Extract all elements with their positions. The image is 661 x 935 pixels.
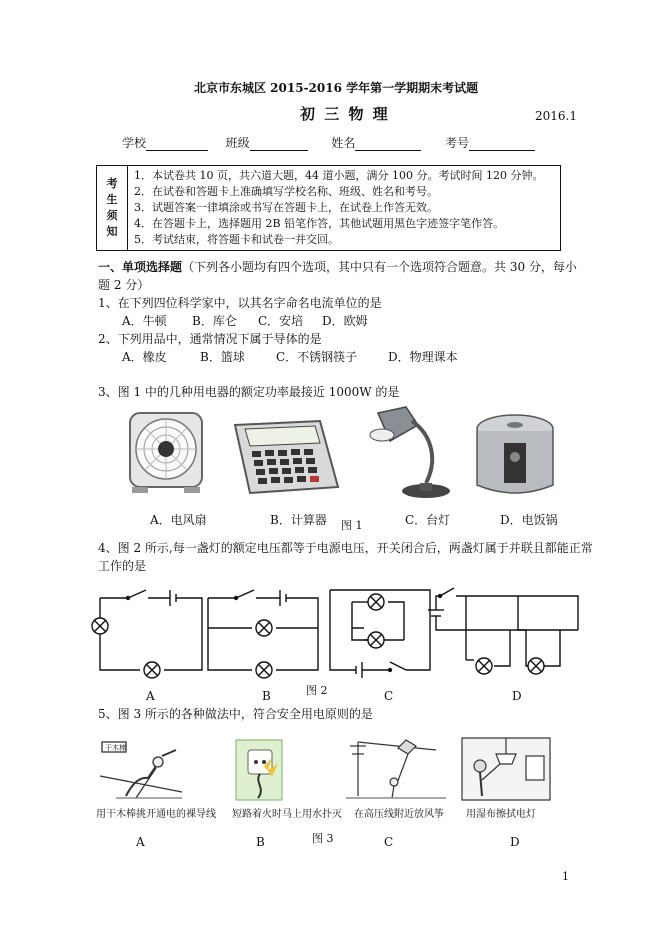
q1-option-d: D．欧姆 (322, 314, 368, 328)
class-blank[interactable] (250, 138, 308, 151)
wet-cloth-lamp-scene-icon (462, 738, 550, 800)
info-fields (122, 135, 535, 151)
q1-stem: 1、在下列四位科学家中，以其名字命名电流单位的是 (98, 296, 382, 310)
exam-number-label: 考号 (445, 136, 470, 150)
exam-date: 2016.1 (535, 109, 577, 123)
q2-option-a: A．橡皮 (122, 350, 167, 364)
exam-notice-box (96, 165, 561, 251)
class-label: 班级 (225, 136, 250, 150)
rice-cooker-icon (477, 415, 553, 493)
notice-item: 2．在试卷和答题卡上准确填写学校名称、班级、姓名和考号。 (134, 185, 438, 198)
q5-stem: 5、图 3 所示的各种做法中，符合安全用电原则的是 (98, 707, 373, 721)
figure-1-appliances (120, 405, 570, 505)
q3-option-c: C．台灯 (405, 513, 451, 527)
figure-3-safety-scenes (96, 736, 556, 806)
q5-caption-c: 在高压线附近放风筝 (354, 809, 444, 820)
section-heading-cont: 题 2 分） (98, 278, 150, 292)
notice-items (128, 166, 561, 251)
school-label: 学校 (122, 136, 147, 150)
q5-option-a: A (136, 835, 145, 849)
school-blank[interactable] (146, 138, 208, 151)
figure-1-label: 图 1 (341, 519, 363, 532)
name-label: 姓名 (331, 136, 356, 150)
dry-stick-scene-icon (100, 742, 182, 798)
calculator-icon (235, 421, 338, 493)
q5-caption-b: 短路着火时马上用水扑灭 (232, 809, 342, 820)
q2-option-d: D．物理课本 (388, 350, 458, 364)
section-heading: 一、单项选择题（下列各小题均有四个选项，其中只有一个选项符合题意。共 30 分，每小 (98, 260, 577, 274)
desk-lamp-icon (370, 407, 450, 498)
figure-2-circuits (90, 582, 585, 682)
name-blank[interactable] (355, 138, 421, 151)
q4-option-a: A (146, 689, 155, 703)
q5-caption-d: 用湿布擦拭电灯 (466, 809, 536, 820)
q5-option-b: B (256, 835, 265, 849)
q1-option-b: B．库仑 (192, 314, 237, 328)
figure-3-label: 图 3 (312, 832, 334, 845)
notice-item: 3．试题答案一律填涂或书写在答题卡上，在试卷上作答无效。 (134, 201, 438, 214)
circuit-d (428, 588, 578, 674)
q4-stem-line1: 4、图 2 所示,每一盏灯的额定电压都等于电源电压，开关闭合后，两盏灯属于并联且都能正常 (98, 541, 593, 555)
notice-label: 考 生 须 知 (97, 166, 128, 251)
page-number: 1 (562, 870, 569, 883)
q5-caption-a: 用干木棒挑开通电的裸导线 (96, 809, 216, 820)
notice-item: 4．在答题卡上，选择题用 2B 铅笔作答，其他试题用黑色字迹签字笔作答。 (134, 217, 505, 230)
exam-title: 北京市东城区 2015-2016 学年第一学期期末考试题 (194, 81, 479, 95)
q4-option-b: B (262, 689, 271, 703)
q4-stem-line2: 工作的是 (98, 559, 147, 573)
q5-option-d: D (510, 835, 520, 849)
circuit-c (330, 590, 430, 678)
q4-option-c: C (384, 689, 394, 703)
q2-option-c: C．不锈钢筷子 (276, 350, 358, 364)
socket-fire-scene-icon (236, 740, 282, 800)
q2-option-b: B．篮球 (200, 350, 245, 364)
circuit-a (92, 590, 202, 678)
electric-fan-icon (130, 413, 202, 493)
q3-stem: 3、图 1 中的几种用电器的额定功率最接近 1000W 的是 (98, 385, 400, 399)
q3-option-d: D．电饭锅 (500, 513, 558, 527)
notice-item: 5．考试结束，将答题卡和试卷一并交回。 (134, 233, 339, 246)
q1-option-c: C．安培 (258, 314, 304, 328)
subject-title: 初 三 物 理 (300, 105, 390, 123)
q3-option-a: A．电风扇 (150, 513, 207, 527)
sign-label: 干木棒 (105, 744, 126, 752)
notice-item: 1．本试卷共 10 页，共六道大题，44 道小题，满分 100 分。考试时间 120 分钟。 (134, 169, 544, 182)
figure-2-label: 图 2 (306, 684, 328, 697)
q4-option-d: D (512, 689, 522, 703)
circuit-b (208, 590, 318, 678)
q2-stem: 2、下列用品中，通常情况下属于导体的是 (98, 332, 322, 346)
q1-option-a: A．牛顿 (122, 314, 167, 328)
q3-option-b: B．计算器 (270, 513, 327, 527)
q5-option-c: C (384, 835, 394, 849)
exam-number-blank[interactable] (469, 138, 535, 151)
kite-power-line-scene-icon (346, 740, 446, 798)
